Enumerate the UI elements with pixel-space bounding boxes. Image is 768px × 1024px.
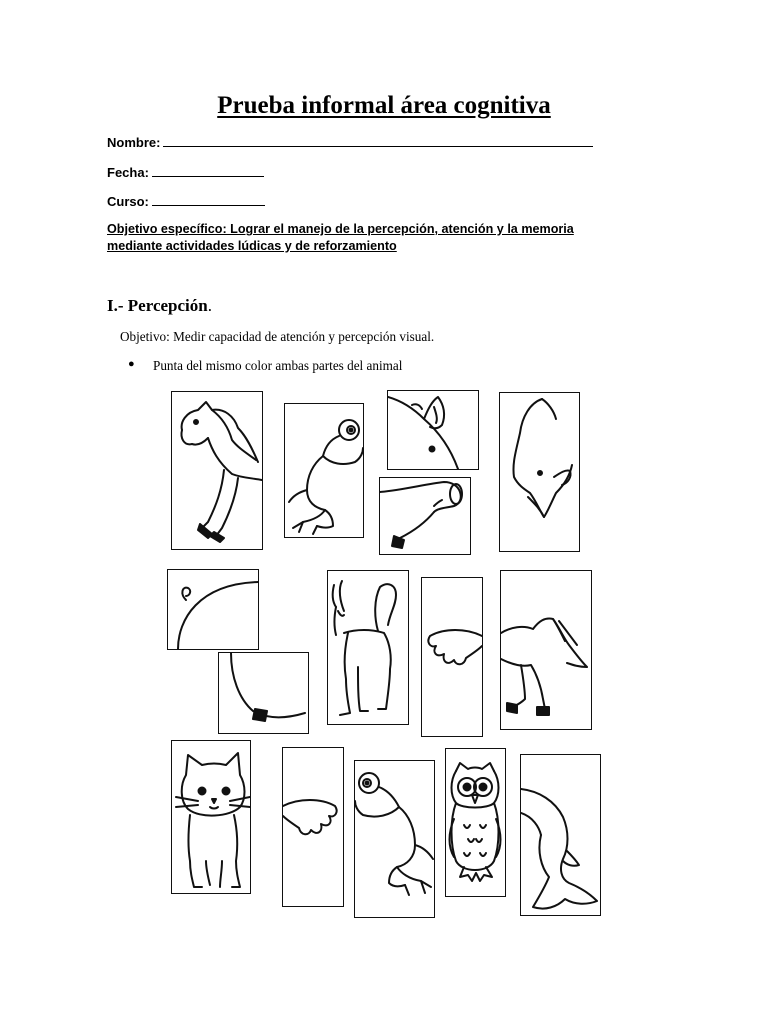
section-name: Percepción <box>127 296 208 315</box>
section-number: I.- <box>107 296 124 315</box>
date-field <box>107 164 264 180</box>
frog-icon <box>285 404 363 537</box>
card-pig-snout[interactable] <box>379 477 471 555</box>
frog-icon <box>355 761 434 917</box>
card-cat-body[interactable] <box>327 570 409 725</box>
date-blank-line[interactable] <box>152 164 264 177</box>
card-pig-back[interactable] <box>167 569 259 650</box>
section-period: . <box>207 296 212 315</box>
card-pig-ear[interactable] <box>387 390 479 470</box>
pig-snout-icon <box>380 478 470 554</box>
cat-body-icon <box>328 571 408 724</box>
owl-icon <box>446 749 505 896</box>
course-label: Curso: <box>107 194 149 209</box>
name-field <box>107 134 593 150</box>
section-heading <box>107 296 212 316</box>
date-label: Fecha: <box>107 165 149 180</box>
card-horse-rear[interactable] <box>500 570 592 730</box>
cat-head-icon <box>172 741 250 893</box>
dolphin-head-icon <box>500 393 579 551</box>
wing-icon <box>422 578 482 736</box>
pig-ear-icon <box>388 391 478 469</box>
card-cat-head[interactable] <box>171 740 251 894</box>
card-wing-left[interactable] <box>421 577 483 737</box>
specific-objective: Objetivo específico: Lograr el manejo de la percepción, atención y la memoria mediante actividades lúdicas y de reforzamiento <box>107 222 574 253</box>
instruction-text: Punta del mismo color ambas partes del animal <box>153 358 403 373</box>
course-blank-line[interactable] <box>152 193 265 206</box>
card-dolphin-head[interactable] <box>499 392 580 552</box>
pig-back-icon <box>168 570 258 649</box>
instruction-item <box>128 358 403 374</box>
name-blank-line[interactable] <box>163 134 593 147</box>
dolphin-tail-icon <box>521 755 600 915</box>
horse-head-icon <box>172 392 262 549</box>
section-objective: Objetivo: Medir capacidad de atención y percepción visual. <box>120 329 435 344</box>
horse-tail-icon <box>501 571 591 729</box>
card-horse-front[interactable] <box>171 391 263 550</box>
card-wing-right[interactable] <box>282 747 344 907</box>
pig-belly-icon <box>219 653 308 733</box>
course-field <box>107 193 265 209</box>
card-dolphin-tail[interactable] <box>520 754 601 916</box>
card-owl[interactable] <box>445 748 506 897</box>
card-pig-belly[interactable] <box>218 652 309 734</box>
name-label: Nombre: <box>107 135 161 150</box>
page-title: Prueba informal área cognitiva <box>217 92 551 119</box>
card-frog-bottom[interactable] <box>354 760 435 918</box>
card-frog-top[interactable] <box>284 403 364 538</box>
bullet-icon: ● <box>128 358 135 370</box>
wing-icon <box>283 748 343 906</box>
